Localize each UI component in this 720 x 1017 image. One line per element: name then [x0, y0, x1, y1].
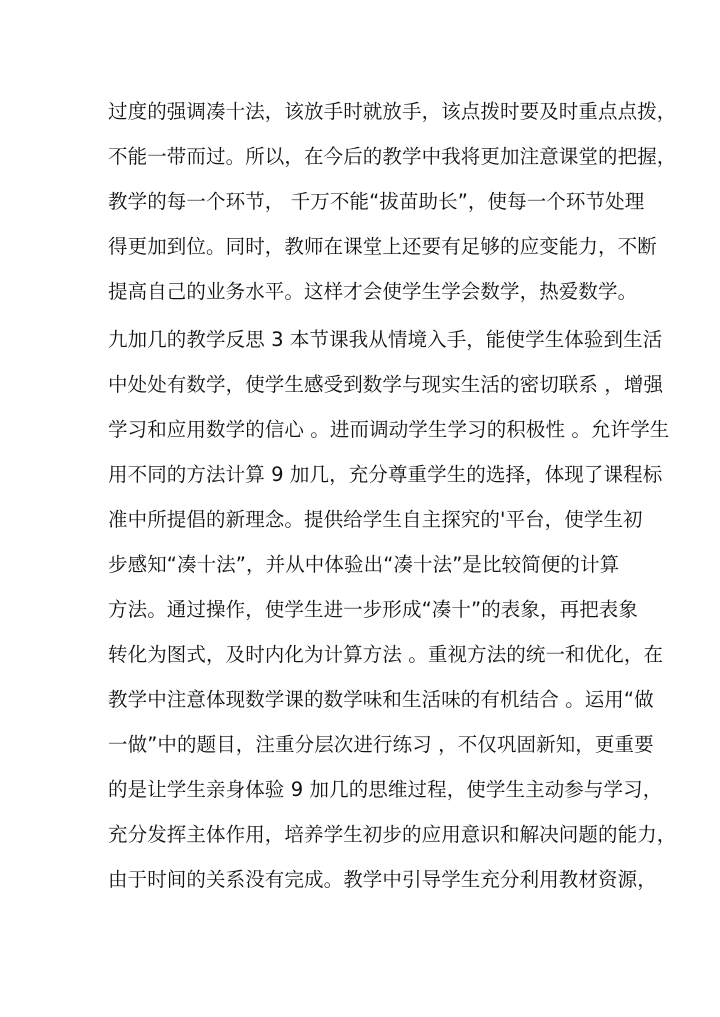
text-line: 准中所提倡的新理念。提供给学生自主探究的'平台，使学生初 — [108, 508, 643, 531]
text-line: 过度的强调凑十法，该放手时就放手，该点拨时要及时重点点拨， — [108, 100, 677, 123]
text-line: 转化为图式，及时内化为计算方法 。重视方法的统一和优化，在 — [108, 643, 664, 666]
text-line: 学习和应用数学的信心 。进而调动学生学习的积极性 。允许学生 — [108, 418, 670, 441]
text-line: 的是让学生亲身体验 9 加几的思维过程，使学生主动参与学习， — [108, 778, 663, 801]
text-line: 九加几的教学反思 3 本节课我从情境入手，能使学生体验到生活 — [108, 328, 663, 351]
text-line: 由于时间的关系没有完成。教学中引导学生充分利用教材资源， — [108, 868, 657, 891]
text-line: 方法。通过操作，使学生进一步形成“凑十”的表象，再把表象 — [108, 598, 639, 621]
text-line: 步感知“凑十法”，并从中体验出“凑十法”是比较简便的计算 — [108, 553, 620, 576]
text-line: 提高自己的业务水平。这样才会使学生学会数学，热爱数学。 — [108, 280, 638, 303]
text-line: 中处处有数学，使学生感受到数学与现实生活的密切联系 ，增强 — [108, 373, 664, 396]
text-line: 得更加到位。同时，教师在课堂上还要有足够的应变能力，不断 — [108, 235, 657, 258]
text-line: 教学的每一个环节， 千万不能“拔苗助长”，使每一个环节处理 — [108, 190, 645, 213]
text-line: 教学中注意体现数学课的数学味和生活味的有机结合 。运用“做 — [108, 688, 654, 711]
text-line: 一做”中的题目，注重分层次进行练习 ，不仅巩固新知，更重要 — [108, 733, 654, 756]
text-line: 充分发挥主体作用，培养学生初步的应用意识和解决问题的能力， — [108, 823, 677, 846]
text-line: 不能一带而过。所以，在今后的教学中我将更加注意课堂的把握， — [108, 145, 677, 168]
text-line: 用不同的方法计算 9 加几，充分尊重学生的选择，体现了课程标 — [108, 463, 663, 486]
